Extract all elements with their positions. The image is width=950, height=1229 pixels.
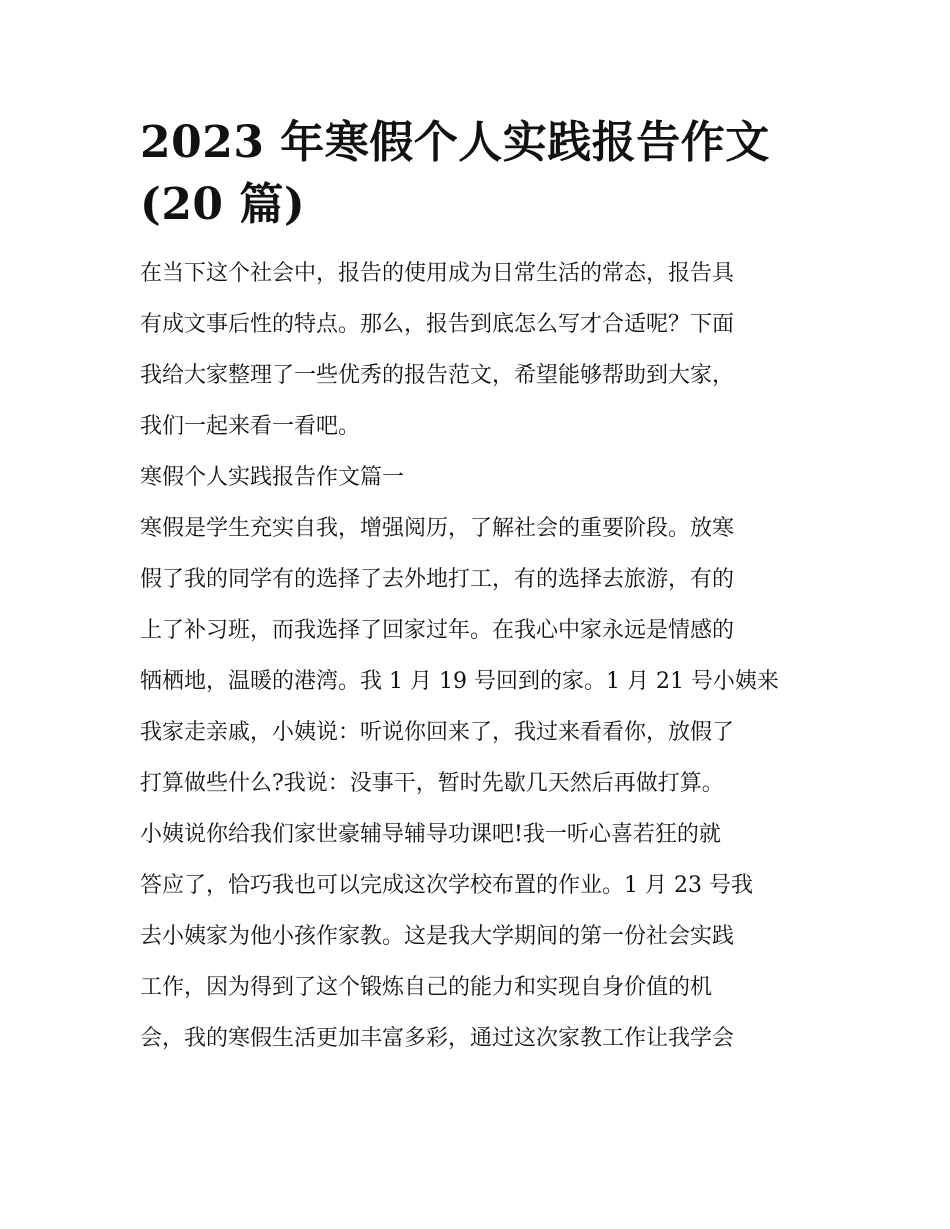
section-paragraph: [140, 503, 812, 1064]
section-line: 会，我的寒假生活更加丰富多彩，通过这次家教工作让我学会: [140, 1026, 735, 1051]
section-line: 我家走亲戚，小姨说：听说你回来了，我过来看看你，放假了: [140, 720, 735, 745]
section-line: 小姨说你给我们家世豪辅导辅导功课吧!我一听心喜若狂的就: [140, 822, 721, 847]
intro-line: 我们一起来看一看吧。: [140, 414, 361, 439]
section-line: 答应了，恰巧我也可以完成这次学校布置的作业。1 月 23 号我: [140, 873, 753, 898]
section-heading: 寒假个人实践报告作文篇一: [140, 465, 405, 490]
section-line: 去小姨家为他小孩作家教。这是我大学期间的第一份社会实践: [140, 924, 735, 949]
intro-paragraph: [140, 248, 812, 452]
intro-line: 在当下这个社会中，报告的使用成为日常生活的常态，报告具: [140, 261, 735, 286]
title-line: 2023 年寒假个人实践报告作文: [140, 117, 770, 168]
title-line: (20 篇): [140, 179, 306, 230]
section-line: 上了补习班，而我选择了回家过年。在我心中家永远是情感的: [140, 618, 735, 643]
document-body: [140, 248, 812, 1064]
section-line: 假了我的同学有的选择了去外地打工，有的选择去旅游，有的: [140, 567, 735, 592]
document-page: [140, 112, 812, 1064]
section-line: 打算做些什么?我说：没事干，暂时先歇几天然后再做打算。: [140, 771, 724, 796]
document-title: [140, 112, 812, 236]
section-line: 寒假是学生充实自我，增强阅历，了解社会的重要阶段。放寒: [140, 516, 735, 541]
section-line: 工作，因为得到了这个锻炼自己的能力和实现自身价值的机: [140, 975, 713, 1000]
intro-line: 有成文事后性的特点。那么，报告到底怎么写才合适呢？下面: [140, 312, 735, 337]
intro-line: 我给大家整理了一些优秀的报告范文，希望能够帮助到大家，: [140, 363, 735, 388]
section-line: 牺栖地，温暖的港湾。我 1 月 19 号回到的家。1 月 21 号小姨来: [140, 669, 779, 694]
